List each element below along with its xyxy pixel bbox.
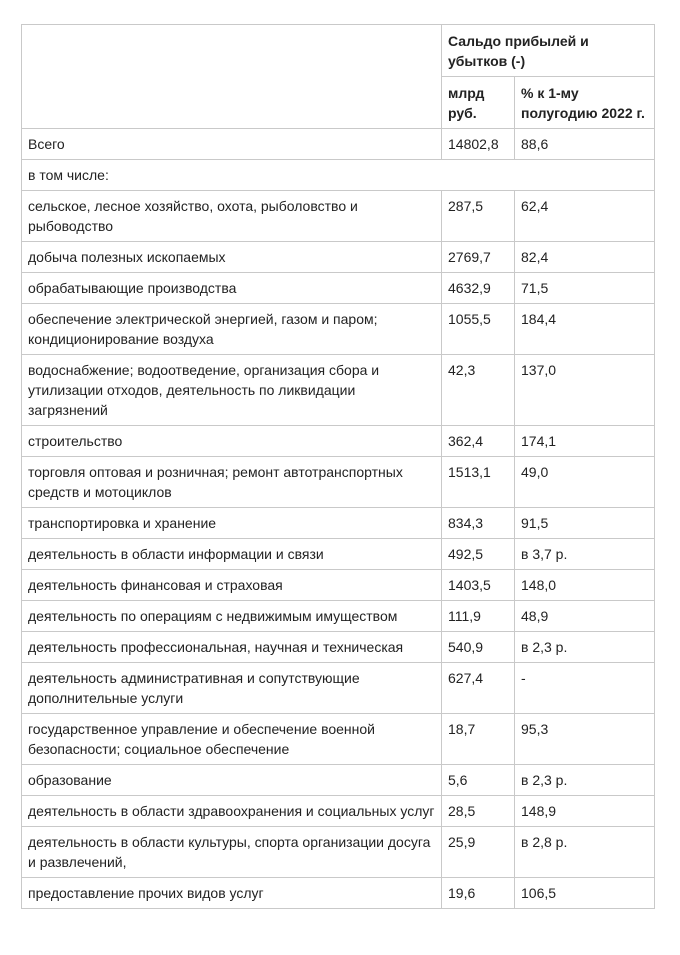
table-row xyxy=(22,508,655,539)
table-row xyxy=(22,714,655,765)
table-row xyxy=(22,827,655,878)
row-value-percent: 106,5 xyxy=(515,878,655,909)
header-row-1 xyxy=(22,25,655,77)
row-value-billion: 1055,5 xyxy=(442,304,515,355)
row-label: обеспечение электрической энергией, газом и паром; кондиционирование воздуха xyxy=(22,304,442,355)
row-value-percent: 62,4 xyxy=(515,191,655,242)
row-label: деятельность по операциям с недвижимым имуществом xyxy=(22,601,442,632)
row-value-billion: 540,9 xyxy=(442,632,515,663)
row-label: водоснабжение; водоотведение, организация сбора и утилизации отходов, деятельность по ликвидации загрязнений xyxy=(22,355,442,426)
row-label: строительство xyxy=(22,426,442,457)
row-label: предоставление прочих видов услуг xyxy=(22,878,442,909)
row-label: торговля оптовая и розничная; ремонт автотранспортных средств и мотоциклов xyxy=(22,457,442,508)
row-label: деятельность административная и сопутствующие дополнительные услуги xyxy=(22,663,442,714)
row-value-billion: 627,4 xyxy=(442,663,515,714)
table-row xyxy=(22,242,655,273)
table-row xyxy=(22,663,655,714)
row-label: транспортировка и хранение xyxy=(22,508,442,539)
row-value-percent: 174,1 xyxy=(515,426,655,457)
row-value-percent: 91,5 xyxy=(515,508,655,539)
table-row xyxy=(22,457,655,508)
header-percent: % к 1-му полугодию 2022 г. xyxy=(515,77,655,129)
header-billion-rub: млрд руб. xyxy=(442,77,515,129)
row-value-percent: 48,9 xyxy=(515,601,655,632)
row-label: деятельность в области культуры, спорта организации досуга и развлечений, xyxy=(22,827,442,878)
row-value-billion: 28,5 xyxy=(442,796,515,827)
row-value-percent: 148,0 xyxy=(515,570,655,601)
row-value-billion: 492,5 xyxy=(442,539,515,570)
row-value-billion: 14802,8 xyxy=(442,129,515,160)
table-row xyxy=(22,570,655,601)
row-value-percent: 71,5 xyxy=(515,273,655,304)
table-row xyxy=(22,160,655,191)
row-label: сельское, лесное хозяйство, охота, рыболовство и рыбоводство xyxy=(22,191,442,242)
table-row xyxy=(22,304,655,355)
header-empty-cell xyxy=(22,25,442,129)
header-group-title: Сальдо прибылей и убытков (-) xyxy=(442,25,655,77)
row-value-billion: 834,3 xyxy=(442,508,515,539)
row-label: деятельность профессиональная, научная и техническая xyxy=(22,632,442,663)
table-row xyxy=(22,765,655,796)
table-row xyxy=(22,632,655,663)
row-value-percent: в 3,7 р. xyxy=(515,539,655,570)
row-value-percent: 95,3 xyxy=(515,714,655,765)
row-value-billion: 287,5 xyxy=(442,191,515,242)
row-value-percent: 148,9 xyxy=(515,796,655,827)
row-value-percent: - xyxy=(515,663,655,714)
row-label: деятельность финансовая и страховая xyxy=(22,570,442,601)
row-value-billion: 1513,1 xyxy=(442,457,515,508)
table-row xyxy=(22,273,655,304)
table-row xyxy=(22,878,655,909)
row-value-billion: 42,3 xyxy=(442,355,515,426)
row-value-percent: 184,4 xyxy=(515,304,655,355)
row-value-billion: 5,6 xyxy=(442,765,515,796)
row-value-billion: 4632,9 xyxy=(442,273,515,304)
row-value-billion: 1403,5 xyxy=(442,570,515,601)
row-value-percent: в 2,3 р. xyxy=(515,632,655,663)
row-label: деятельность в области здравоохранения и социальных услуг xyxy=(22,796,442,827)
table-row xyxy=(22,355,655,426)
row-label: деятельность в области информации и связи xyxy=(22,539,442,570)
row-value-billion: 111,9 xyxy=(442,601,515,632)
row-value-percent: 49,0 xyxy=(515,457,655,508)
table-row xyxy=(22,796,655,827)
row-value-billion: 2769,7 xyxy=(442,242,515,273)
row-value-percent: 88,6 xyxy=(515,129,655,160)
row-label: добыча полезных ископаемых xyxy=(22,242,442,273)
table-row xyxy=(22,601,655,632)
row-label: образование xyxy=(22,765,442,796)
row-value-percent: 137,0 xyxy=(515,355,655,426)
table-row xyxy=(22,129,655,160)
row-label: обрабатывающие производства xyxy=(22,273,442,304)
row-value-percent: 82,4 xyxy=(515,242,655,273)
table-body xyxy=(22,129,655,909)
row-label: Всего xyxy=(22,129,442,160)
table-row xyxy=(22,191,655,242)
row-value-billion: 18,7 xyxy=(442,714,515,765)
row-value-billion: 25,9 xyxy=(442,827,515,878)
row-section-label: в том числе: xyxy=(22,160,655,191)
row-value-percent: в 2,8 р. xyxy=(515,827,655,878)
table-container xyxy=(21,24,655,909)
row-label: государственное управление и обеспечение военной безопасности; социальное обеспечение xyxy=(22,714,442,765)
row-value-percent: в 2,3 р. xyxy=(515,765,655,796)
row-value-billion: 19,6 xyxy=(442,878,515,909)
table-row xyxy=(22,539,655,570)
table-row xyxy=(22,426,655,457)
profit-balance-table xyxy=(21,24,655,909)
row-value-billion: 362,4 xyxy=(442,426,515,457)
